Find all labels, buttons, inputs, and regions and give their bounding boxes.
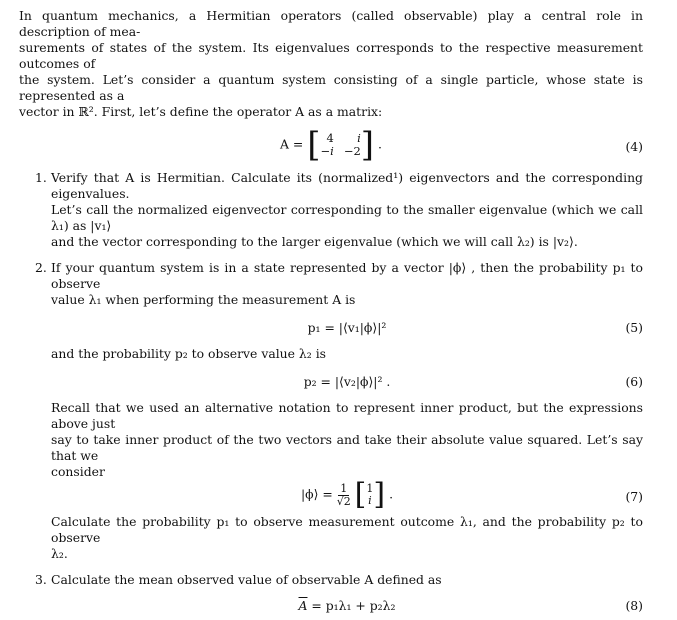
eq7-lhs: |ϕ⟩ = [300, 486, 333, 502]
list-item-2 [19, 260, 643, 562]
item-1-line-3: and the vector corresponding to the larger eigenvalue (which we will call λ₂) is |v₂⟩. [51, 234, 578, 249]
eq4-tail: . [378, 136, 382, 152]
eq7-number: (7) [625, 489, 643, 504]
item-1-line-1: Verify that A is Hermitian. Calculate its (normalized¹) eigenvectors and the corresponding eigenvalues. [51, 170, 643, 201]
item-1-line-2: Let’s call the normalized eigenvector corresponding to the smaller eigenvalue (which we call λ₁) as |v₁⟩ [51, 202, 643, 233]
intro-line-2: surements of states of the system. Its eigenvalues corresponds to the respective measurement outcomes of [19, 40, 643, 71]
eq7-tail: . [389, 486, 394, 502]
intro-line-1: In quantum mechanics, a Hermitian operators (called observable) play a central role in description of mea- [19, 8, 643, 39]
eq7-fraction [337, 483, 351, 508]
eq8-rest: = p₁λ₁ + p₂λ₂ [307, 598, 396, 613]
eq8-mean-symbol: $\overline{A}$ [298, 598, 308, 613]
item-2-recall-paragraph [51, 400, 643, 480]
matrix-a11: 4 [326, 131, 334, 145]
document-page [19, 8, 643, 620]
matrix-A: [ 4 i −i −2 ] [307, 125, 375, 165]
item-2-calc-paragraph [51, 514, 643, 562]
item-2-line-1: If your quantum system is in a state represented by a vector |ϕ⟩ , then the probability p₁ to observe [51, 260, 643, 291]
item-2-label: 2. [35, 260, 47, 275]
eq7-numerator: 1 [340, 481, 348, 495]
item-1-label: 1. [35, 170, 47, 185]
item-2-calc-2: λ₂. [51, 546, 68, 561]
equation-4 [19, 126, 643, 170]
eq8-number: (8) [625, 598, 643, 613]
eq4-lhs: A = [280, 136, 304, 152]
item-3-label: 3. [35, 572, 47, 587]
matrix-a22: −2 [343, 144, 361, 158]
equation-6 [51, 366, 643, 398]
eq6-body: p₂ = |⟨v₂|ϕ⟩|² . [303, 374, 391, 389]
intro-paragraph [19, 8, 643, 120]
eq4-number: (4) [625, 139, 643, 154]
matrix-a21: −i [320, 144, 334, 158]
item-2-recall-2: say to take inner product of the two vectors and take their absolute value squared. Let’s say that we [51, 432, 643, 463]
equation-5 [51, 314, 643, 346]
intro-line-3: the system. Let’s consider a quantum system consisting of a single particle, whose state is represented as a [19, 72, 643, 103]
eq5-number: (5) [625, 320, 643, 335]
eq7-vector-2: i [368, 494, 372, 507]
list-item-3 [19, 572, 643, 620]
item-2-line-2: value λ₁ when performing the measurement A is [51, 292, 356, 307]
eq7-vector-1: 1 [366, 482, 374, 495]
eq5-body: p₁ = |⟨v₁|ϕ⟩|² [307, 320, 387, 335]
list-item-1 [19, 170, 643, 250]
item-2-recall-1: Recall that we used an alternative notation to represent inner product, but the expressions above just [51, 400, 643, 431]
item-2-recall-3: consider [51, 464, 105, 479]
eq7-column-vector: [ 1 i ] [354, 477, 386, 512]
item-2-mid-text: and the probability p₂ to observe value λ₂ is [51, 346, 327, 361]
intro-line-4: vector in ℝ². First, let’s define the operator A as a matrix: [19, 104, 383, 119]
eq7-denominator: √2 [336, 494, 351, 508]
equation-7 [51, 477, 643, 514]
matrix-a12: i [357, 131, 361, 145]
equation-8 [51, 594, 643, 620]
item-3-line-1: Calculate the mean observed value of observable A defined as [51, 572, 442, 587]
eq6-number: (6) [625, 374, 643, 389]
item-2-calc-1: Calculate the probability p₁ to observe measurement outcome λ₁, and the probability p₂ to observe [51, 514, 643, 545]
